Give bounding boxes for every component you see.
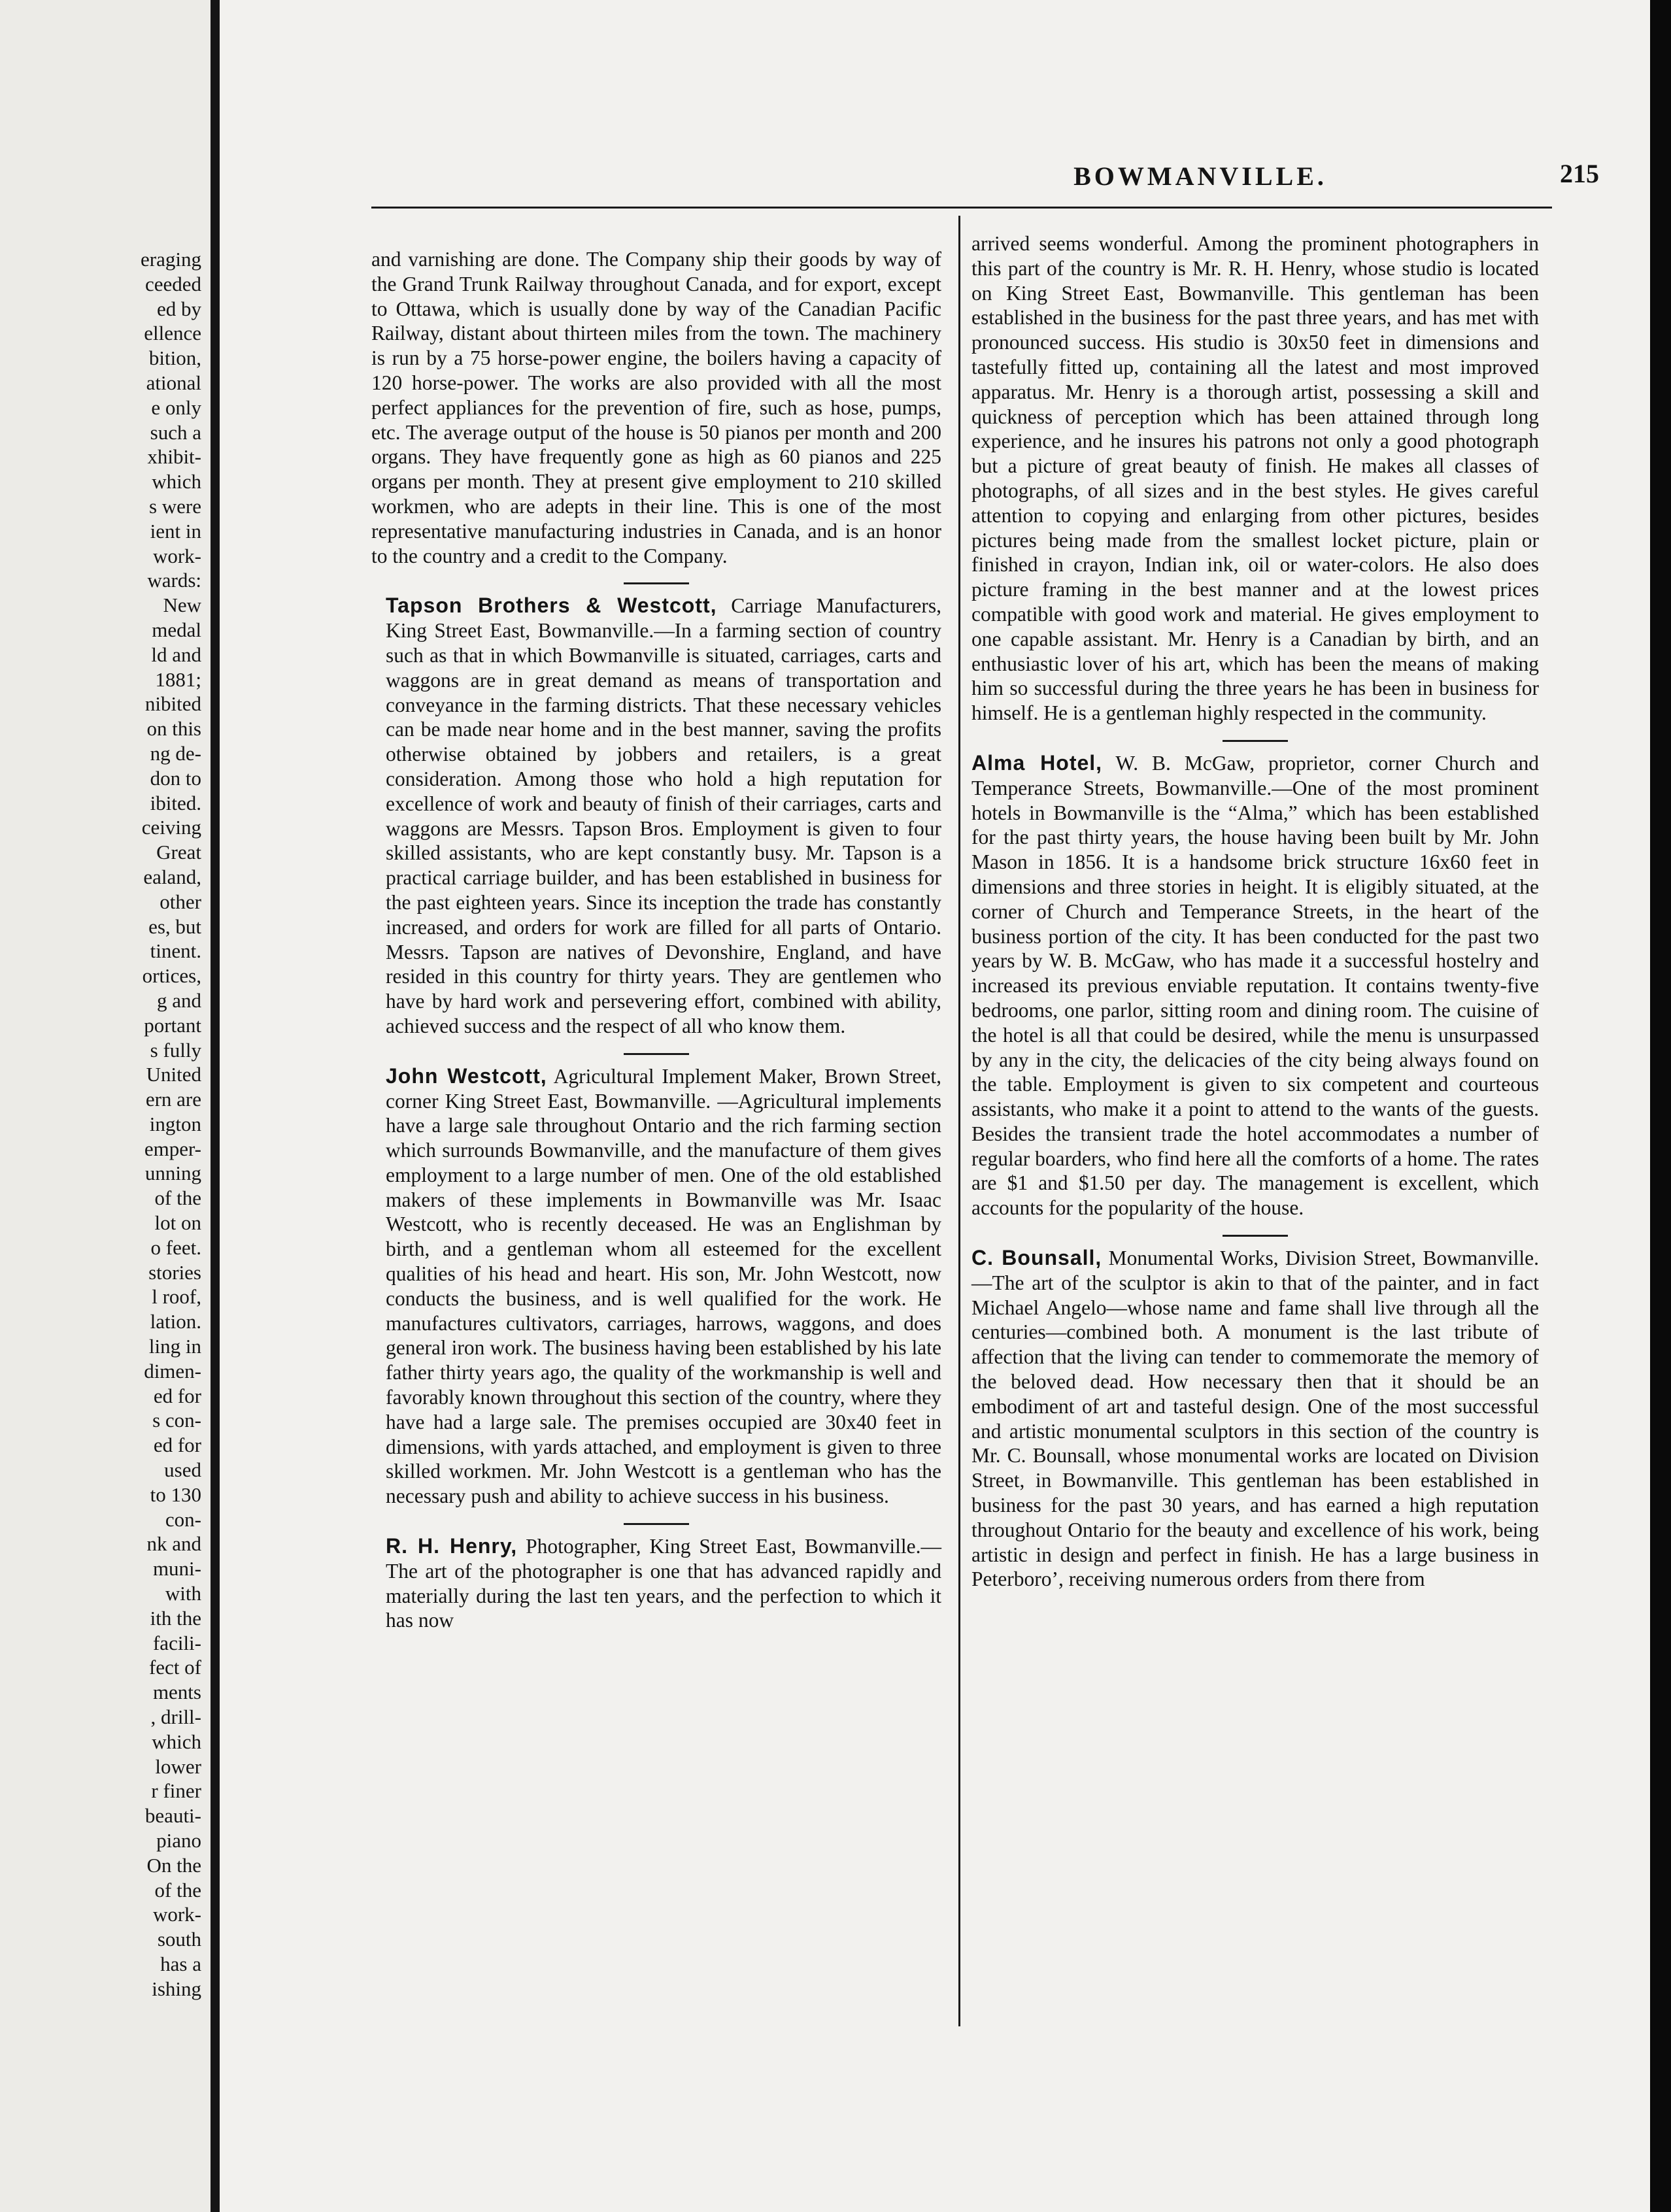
previous-page-line: work- — [152, 1903, 201, 1926]
previous-page-line: ishing — [152, 1977, 201, 2000]
section-separator — [624, 1523, 689, 1525]
entry-john-westcott — [386, 1064, 941, 1509]
book-gutter — [211, 0, 220, 2212]
previous-page-line: ibited. — [150, 791, 201, 814]
previous-page-line: medal — [152, 618, 201, 641]
previous-page-line: , drill- — [150, 1705, 201, 1729]
previous-page-line: ington — [149, 1112, 201, 1135]
previous-page-line: On the — [146, 1853, 201, 1877]
previous-page-line: ld and — [151, 643, 201, 666]
entry-heading: C. Bounsall, — [971, 1246, 1102, 1270]
previous-page-line: con- — [165, 1507, 201, 1531]
paragraph-continued: and varnishing are done. The Company ship their goods by way of the Grand Trunk Railway throughout Canada, and for export, except to Ottawa, which is usually done by way of the Canadian Pacific Railway, distant about thirteen miles from the town. The machinery is run by a 75 horse-power engine, the boilers having a capacity of 120 horse-power. The works are also provided with all the most perfect appliances for the prevention of fire, such as hose, pumps, etc. The average output of the house is 50 pianos per month and 200 organs. They have frequently gone as high as 60 pianos and 225 organs per month. They at present give employment to 210 skilled workmen, who are adepts in their line. This is one of the most representative manufacturing industries in Canada, and is an honor to the country and a credit to the Company. — [371, 248, 941, 567]
previous-page-text-fragments — [38, 247, 201, 2002]
entry-body: Agricultural Implement Maker, Brown Street, corner King Street East, Bowmanville. —Agricultural implements have a large sale throughout Ontario and the rich farming section which surrounds Bowmanville, and the manufacture of them gives employment to a large number of men. One of the old established makers of these implements in Bowmanville was Mr. Isaac Westcott, who is recently deceased. He was an Englishman by birth, and a gentleman whom all esteemed for the excellent qualities of his head and heart. His son, Mr. John Westcott, now conducts the business, and is well qualified for the work. He manufactures cultivators, carriages, harrows, waggons, and does general iron work. The business having been established by his late father thirty years ago, the quality of the workmanship is well and favorably known throughout this section of the country, where they have had a large sale. The premises occupied are 30x40 feet in dimensions, with yards attached, and employment is given to three skilled workmen. Mr. John Westcott is a gentleman who has the necessary push and ability to achieve success in his business. — [386, 1064, 942, 1508]
previous-page-line: ments — [152, 1681, 201, 1704]
column-rule — [958, 216, 960, 2026]
entry-rh-henry — [386, 1534, 941, 1633]
previous-page-line: to 130 — [150, 1483, 201, 1506]
right-page-edge — [1650, 0, 1671, 2212]
page-number: 215 — [1560, 159, 1599, 188]
entry-heading: Tapson Brothers & Westcott, — [386, 594, 717, 618]
previous-page-line: beauti- — [144, 1804, 201, 1828]
previous-page-line: has a — [160, 1952, 201, 1975]
previous-page-line: ed by — [156, 297, 201, 320]
previous-page-line: portant — [144, 1013, 201, 1037]
previous-page-line: don to — [150, 766, 201, 790]
previous-page-line: fect of — [148, 1656, 201, 1679]
previous-page-line: New — [163, 594, 201, 617]
previous-page-line: lation. — [150, 1310, 201, 1333]
previous-page-line: ed for — [153, 1433, 201, 1457]
previous-page-line: 1881; — [155, 667, 201, 691]
previous-page-line: ceiving — [141, 816, 201, 839]
previous-page-line: s con- — [152, 1409, 201, 1432]
entry-c-bounsall — [971, 1246, 1539, 1592]
previous-page-line: ng de- — [150, 741, 201, 765]
previous-page-line: ational — [146, 371, 201, 394]
previous-page-line: l roof, — [152, 1285, 201, 1309]
previous-page-line: south — [157, 1928, 201, 1951]
running-head: BOWMANVILLE. — [1073, 161, 1327, 191]
previous-page-line: such a — [150, 420, 201, 444]
previous-page-line: eraging — [141, 248, 201, 271]
previous-page-line: ling in — [148, 1335, 201, 1358]
previous-page-line: facili- — [152, 1631, 201, 1654]
previous-page-line: of the — [154, 1878, 201, 1902]
previous-page-line: xhibit- — [147, 445, 201, 469]
entry-heading: R. H. Henry, — [386, 1534, 518, 1558]
previous-page-edge — [0, 0, 211, 2212]
previous-page-line: with — [165, 1582, 201, 1605]
previous-page-line: United — [146, 1063, 201, 1086]
previous-page-line: on this — [146, 717, 201, 741]
previous-page-line: ient in — [150, 519, 201, 543]
previous-page-line: ellence — [144, 322, 201, 345]
header-rule — [371, 207, 1552, 209]
entry-heading: John Westcott, — [386, 1064, 547, 1088]
previous-page-line: other — [160, 890, 201, 913]
previous-page-line: which — [152, 470, 201, 494]
page — [220, 0, 1650, 2212]
section-separator — [624, 1053, 689, 1055]
previous-page-line: ortices, — [142, 964, 201, 988]
entry-body: Photographer, King Street East, Bowmanville.—The art of the photographer is one that has advanced rapidly and materially during the last ten years, and the perfection to which it has now — [386, 1535, 942, 1632]
previous-page-line: lot on — [154, 1211, 201, 1235]
previous-page-line: o feet. — [150, 1235, 201, 1259]
previous-page-line: used — [164, 1458, 201, 1482]
previous-page-line: ealand, — [143, 865, 201, 888]
right-column — [971, 231, 1539, 1592]
previous-page-line: which — [152, 1730, 201, 1753]
previous-page-line: lower — [155, 1754, 201, 1778]
previous-page-line: s fully — [150, 1038, 201, 1062]
previous-page-line: s were — [148, 494, 201, 518]
section-separator — [624, 582, 689, 584]
previous-page-line: ith the — [150, 1606, 201, 1630]
previous-page-line: ed for — [153, 1384, 201, 1407]
previous-page-line: wards: — [147, 569, 201, 592]
entry-alma-hotel — [971, 751, 1539, 1220]
previous-page-line: stories — [148, 1260, 201, 1284]
entry-body: Carriage Manufacturers, King Street East, Bowmanville.—In a farming section of country such as that in which Bowmanville is situated, carriages, carts and waggons are in great demand as means of transportation and conveyance in the farming districts. That these necessary vehicles can be made near home and in the best manner, saving the profits otherwise obtained by jobbers and retailers, is a great consideration. Among those who hold a high reputation for excellence of work and beauty of finish of their carriages, carts and waggons are Messrs. Tapson Bros. Employment is given to four skilled assistants, who are kept constantly busy. Mr. Tapson is a practical carriage builder, and has been established in business for the past eighteen years. Since its inception the trade has constantly increased, and orders for work are filled for all parts of Ontario. Messrs. Tapson are natives of Devonshire, England, and have resided in this country for thirty years. They are gentlemen who have by hard work and persevering effort, combined with ability, achieved success and the respect of all who know them. — [386, 594, 941, 1037]
section-separator — [1223, 1235, 1288, 1237]
previous-page-line: of the — [154, 1186, 201, 1210]
section-separator — [1223, 740, 1288, 742]
entry-body: W. B. McGaw, proprietor, corner Church and Temperance Streets, Bowmanville.—One of the most prominent hotels in Bowmanville is the “Alma,” which has been established for the past thirty years, the house having been built by Mr. John Mason in 1856. It is a handsome brick structure 16x60 feet in dimensions and three stories in height. It is eligibly situated, at the corner of Church and Temperance Streets, in the heart of the business portion of the city. It has been conducted for the past two years by W. B. McGaw, who has made it a successful hostelry and increased its previous enviable reputation. It contains twenty-five bedrooms, one parlor, sitting room and dining room. The cuisine of the hotel is all that could be desired, while the menu is unsurpassed by any in the city, the delicacies of the city being always found on the table. Employment is given to six competent and courteous assistants, who make it a point to attend to the wants of the guests. Besides the transient trade the hotel accommodates a number of regular boarders, who find here all the comforts of a home. The rates are $1 and $1.50 per day. The management is excellent, which accounts for the popularity of the house. — [971, 751, 1539, 1220]
previous-page-line: ceeded — [144, 272, 201, 295]
previous-page-line: nk and — [146, 1532, 201, 1556]
previous-page-line: unning — [144, 1162, 201, 1185]
left-column — [371, 247, 941, 1633]
paragraph-continued: arrived seems wonderful. Among the prominent photographers in this part of the country is Mr. R. H. Henry, whose studio is located on King Street East, Bowmanville. This gentleman has been established in the business for the past three years, and has met with pronounced success. His studio is 30x50 feet in dimensions and tastefully fitted up, containing all the latest and most improved apparatus. Mr. Henry is a thorough artist, possessing a skill and quickness of perception which has been attained through long experience, and he insures his patrons not only a good photograph but a picture of great beauty of finish. He makes all classes of photographs, of all sizes and in the best styles. He gives careful attention to copying and enlarging from other pictures, besides pictures being made from the smallest locket picture, plain or finished in crayon, Indian ink, oil or water-colors. He also does picture framing in the best manner and at the lowest prices compatible with good work and material. He gives employment to one capable assistant. Mr. Henry is a Canadian by birth, and an enthusiastic lover of his art, which has been the means of making him so successful during the three years he has been in business for himself. He is a gentleman highly respected in the community. — [971, 232, 1539, 725]
entry-heading: Alma Hotel, — [971, 750, 1103, 775]
previous-page-line: tinent. — [150, 939, 201, 963]
previous-page-line: ern are — [145, 1088, 201, 1111]
previous-page-line: dimen- — [144, 1359, 201, 1382]
entry-body: Monumental Works, Division Street, Bowmanville.—The art of the sculptor is akin to that of the painter, and in fact Michael Angelo—whose name and fame shall live through all the centuries—combined both. A monument is the last tribute of affection that the living can tender to commemorate the memory of the beloved dead. How necessary then that it should be an embodiment of art and tasteful design. One of the most successful and artistic monumental sculptors in this section of the country is Mr. C. Bounsall, whose monumental works are located on Division Street, in Bowmanville. This gentleman has been established in business for the past 30 years, and has earned a high reputation throughout Ontario for the beauty and excellence of his work, being artistic in design and perfect in finish. He has a large business in Peterboro’, receiving numerous orders from there from — [971, 1247, 1540, 1591]
previous-page-line: g and — [156, 988, 201, 1012]
previous-page-line: Great — [156, 841, 201, 864]
previous-page-line: nibited — [144, 692, 201, 716]
previous-page-line: work- — [152, 544, 201, 567]
previous-page-line: es, but — [148, 914, 201, 938]
previous-page-line: e only — [151, 395, 201, 419]
previous-page-line: bition, — [148, 346, 201, 370]
previous-page-line: piano — [156, 1829, 201, 1852]
previous-page-line: muni- — [152, 1557, 201, 1581]
previous-page-line: r finer — [151, 1779, 201, 1803]
previous-page-line: emper- — [144, 1137, 201, 1160]
entry-tapson-brothers — [386, 594, 941, 1038]
